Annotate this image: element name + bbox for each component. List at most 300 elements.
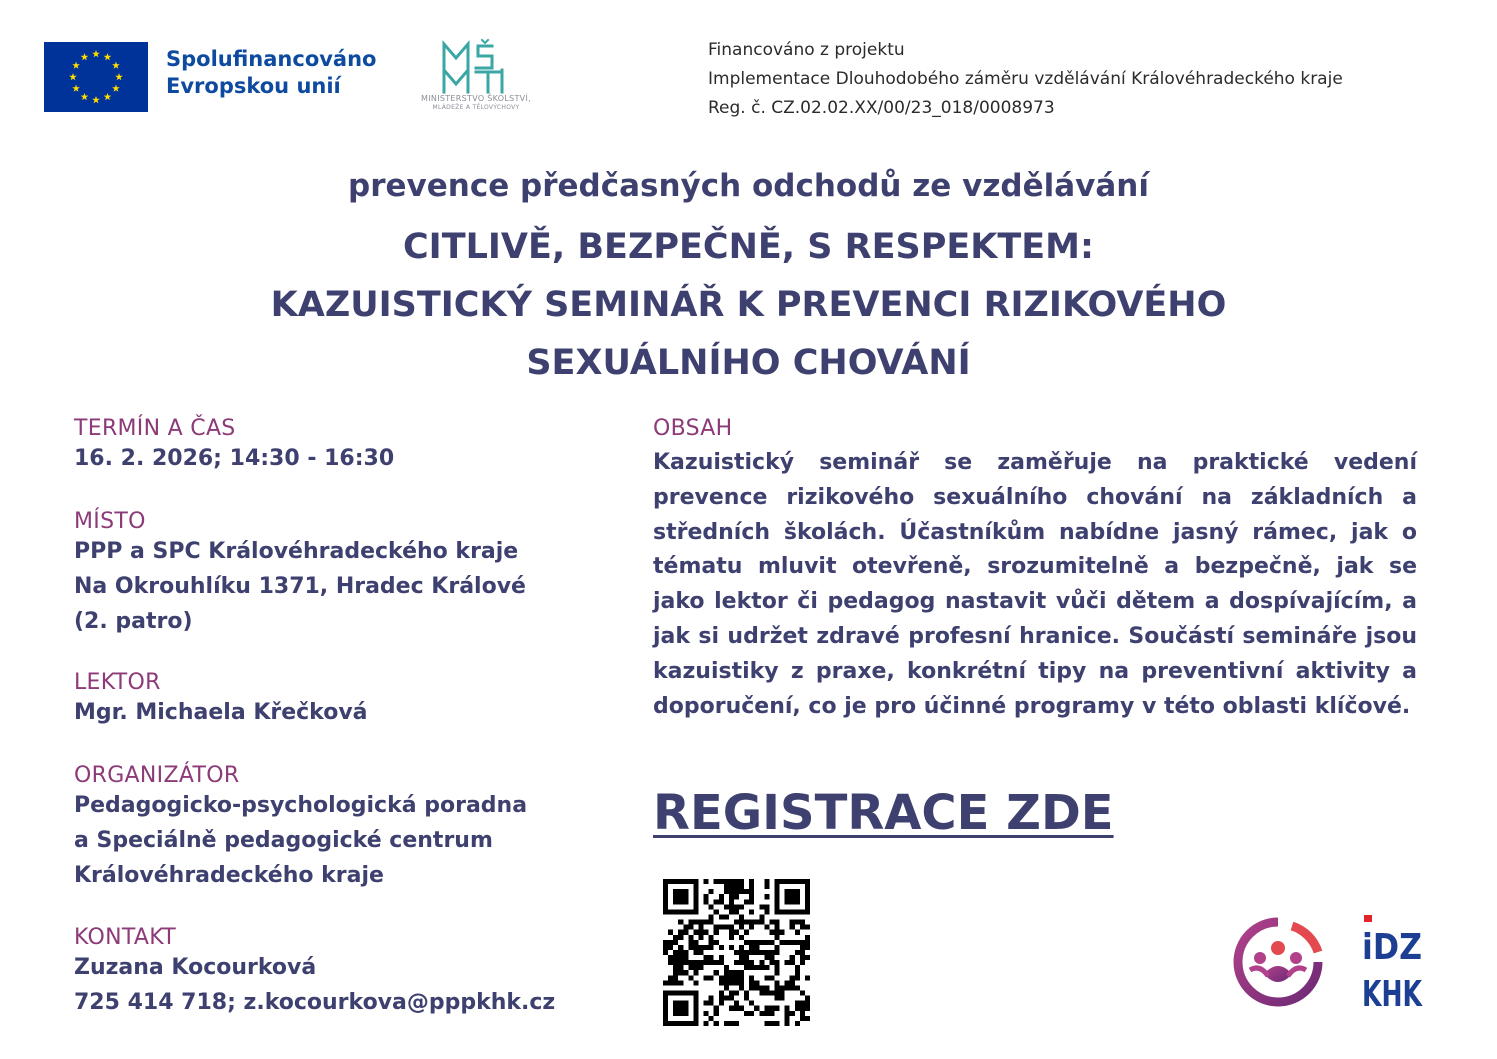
qr-module xyxy=(673,909,678,914)
qr-module xyxy=(734,930,739,935)
qr-module xyxy=(764,985,769,990)
qr-module xyxy=(724,970,729,975)
qr-module xyxy=(688,920,693,925)
qr-module xyxy=(704,1021,709,1026)
qr-module xyxy=(744,899,749,904)
qr-module xyxy=(663,996,668,1001)
qr-module xyxy=(729,1006,734,1011)
qr-module xyxy=(709,904,714,909)
qr-module xyxy=(780,930,785,935)
qr-module xyxy=(678,894,683,899)
organizer-line: Pedagogicko-psychologická poradna xyxy=(74,793,528,818)
section-label: TERMÍN A ČAS xyxy=(74,416,236,441)
qr-module xyxy=(805,899,810,904)
qr-module xyxy=(790,985,795,990)
place-line: PPP a SPC Královéhradeckého kraje xyxy=(74,539,519,564)
qr-code-icon[interactable] xyxy=(663,879,810,1026)
qr-module xyxy=(673,1006,678,1011)
qr-module xyxy=(678,930,683,935)
qr-module xyxy=(764,965,769,970)
qr-module xyxy=(673,950,678,955)
qr-module xyxy=(749,925,754,930)
qr-module xyxy=(800,1001,805,1006)
qr-module xyxy=(724,975,729,980)
qr-module xyxy=(800,991,805,996)
qr-module xyxy=(734,1021,739,1026)
qr-module xyxy=(785,940,790,945)
qr-module xyxy=(764,1011,769,1016)
qr-module xyxy=(693,960,698,965)
qr-module xyxy=(698,930,703,935)
qr-module xyxy=(734,950,739,955)
qr-module xyxy=(693,904,698,909)
qr-module xyxy=(785,960,790,965)
qr-module xyxy=(775,1021,780,1026)
qr-module xyxy=(749,909,754,914)
qr-module xyxy=(775,960,780,965)
idz-khk-logo-icon xyxy=(1362,912,1423,1015)
qr-module xyxy=(775,945,780,950)
qr-module xyxy=(759,991,764,996)
qr-module xyxy=(805,884,810,889)
qr-module xyxy=(739,889,744,894)
qr-module xyxy=(790,899,795,904)
qr-module xyxy=(764,955,769,960)
qr-module xyxy=(775,894,780,899)
qr-module xyxy=(790,940,795,945)
qr-module xyxy=(805,1001,810,1006)
qr-module xyxy=(734,920,739,925)
msmt-logo-icon xyxy=(438,40,518,96)
qr-module xyxy=(693,909,698,914)
qr-module xyxy=(739,955,744,960)
qr-module xyxy=(698,965,703,970)
qr-module xyxy=(678,1011,683,1016)
qr-module xyxy=(769,955,774,960)
qr-module xyxy=(744,960,749,965)
qr-module xyxy=(739,925,744,930)
qr-module xyxy=(775,996,780,1001)
qr-module xyxy=(734,904,739,909)
qr-module xyxy=(800,955,805,960)
idz-logo-line1: iDZ xyxy=(1362,927,1422,968)
qr-module xyxy=(749,945,754,950)
qr-module xyxy=(795,985,800,990)
qr-module xyxy=(729,904,734,909)
qr-module xyxy=(719,991,724,996)
section-termin xyxy=(74,416,394,476)
qr-module xyxy=(678,945,683,950)
qr-module xyxy=(729,925,734,930)
qr-module xyxy=(754,945,759,950)
contact-phone-email[interactable]: 725 414 718; z.kocourkova@pppkhk.cz xyxy=(74,990,556,1015)
qr-module xyxy=(704,960,709,965)
qr-module xyxy=(754,1006,759,1011)
qr-module xyxy=(683,991,688,996)
qr-module xyxy=(714,879,719,884)
qr-module xyxy=(800,1016,805,1021)
qr-module xyxy=(749,894,754,899)
qr-module xyxy=(800,925,805,930)
qr-module xyxy=(805,889,810,894)
qr-module xyxy=(729,884,734,889)
qr-module xyxy=(744,889,749,894)
qr-module xyxy=(749,879,754,884)
date-time-value: 16. 2. 2026; 14:30 - 16:30 xyxy=(74,446,395,471)
qr-module xyxy=(719,960,724,965)
qr-module xyxy=(709,955,714,960)
qr-module xyxy=(759,914,764,919)
qr-module xyxy=(663,945,668,950)
qr-module xyxy=(668,930,673,935)
place-line: Na Okrouhlíku 1371, Hradec Králové xyxy=(74,574,526,599)
qr-module xyxy=(749,960,754,965)
qr-module xyxy=(719,879,724,884)
qr-module xyxy=(688,965,693,970)
qr-module xyxy=(698,920,703,925)
qr-module xyxy=(673,940,678,945)
qr-module xyxy=(693,899,698,904)
qr-module xyxy=(709,920,714,925)
qr-module xyxy=(729,1021,734,1026)
qr-module xyxy=(668,980,673,985)
qr-module xyxy=(719,945,724,950)
qr-module xyxy=(719,1001,724,1006)
qr-module xyxy=(749,1011,754,1016)
qr-module xyxy=(678,965,683,970)
qr-module xyxy=(724,884,729,889)
qr-module xyxy=(739,945,744,950)
place-line: (2. patro) xyxy=(74,609,193,634)
qr-module xyxy=(744,1011,749,1016)
qr-module xyxy=(683,930,688,935)
qr-module xyxy=(739,1006,744,1011)
qr-module xyxy=(790,975,795,980)
qr-module xyxy=(693,1001,698,1006)
qr-module xyxy=(683,970,688,975)
qr-module xyxy=(775,925,780,930)
qr-module xyxy=(663,1001,668,1006)
qr-module xyxy=(800,1011,805,1016)
qr-module xyxy=(775,920,780,925)
qr-module xyxy=(693,950,698,955)
qr-module xyxy=(739,975,744,980)
qr-module xyxy=(775,930,780,935)
organizer-line: a Speciálně pedagogické centrum xyxy=(74,828,493,853)
qr-module xyxy=(749,920,754,925)
section-misto xyxy=(74,509,526,639)
qr-module xyxy=(663,1016,668,1021)
qr-module xyxy=(673,960,678,965)
qr-module xyxy=(775,970,780,975)
qr-module xyxy=(744,996,749,1001)
qr-module xyxy=(769,960,774,965)
qr-module xyxy=(729,975,734,980)
qr-module xyxy=(749,985,754,990)
qr-module xyxy=(739,879,744,884)
qr-module xyxy=(749,1001,754,1006)
qr-module xyxy=(795,940,800,945)
qr-module xyxy=(805,1016,810,1021)
qr-module xyxy=(683,909,688,914)
qr-module xyxy=(795,894,800,899)
qr-module xyxy=(759,940,764,945)
msmt-logo-caption xyxy=(400,94,552,112)
section-kontakt xyxy=(74,925,555,1020)
qr-module xyxy=(709,996,714,1001)
qr-module xyxy=(739,904,744,909)
qr-module xyxy=(678,980,683,985)
qr-module xyxy=(673,935,678,940)
financing-line: Implementace Dlouhodobého záměru vzdělávání Královéhradeckého kraje xyxy=(708,69,1343,89)
qr-module xyxy=(698,925,703,930)
section-organizator xyxy=(74,763,527,893)
qr-module xyxy=(744,930,749,935)
qr-module xyxy=(704,879,709,884)
qr-module xyxy=(790,955,795,960)
qr-module xyxy=(790,960,795,965)
qr-module xyxy=(673,894,678,899)
qr-module xyxy=(673,889,678,894)
qr-module xyxy=(668,991,673,996)
qr-module xyxy=(764,1021,769,1026)
qr-module xyxy=(668,909,673,914)
qr-module xyxy=(668,960,673,965)
qr-module xyxy=(759,904,764,909)
qr-module xyxy=(693,1006,698,1011)
qr-module xyxy=(704,920,709,925)
qr-module xyxy=(693,1011,698,1016)
qr-module xyxy=(759,1011,764,1016)
qr-module xyxy=(800,879,805,884)
qr-module xyxy=(800,909,805,914)
qr-module xyxy=(693,879,698,884)
qr-module xyxy=(739,985,744,990)
qr-module xyxy=(693,965,698,970)
qr-module xyxy=(805,909,810,914)
qr-module xyxy=(769,1006,774,1011)
qr-module xyxy=(668,879,673,884)
section-lektor xyxy=(74,670,368,730)
qr-module xyxy=(795,975,800,980)
qr-module xyxy=(678,889,683,894)
ppp-logo-icon xyxy=(1234,918,1322,1006)
qr-module xyxy=(678,1021,683,1026)
qr-module xyxy=(663,889,668,894)
qr-module xyxy=(719,955,724,960)
qr-module xyxy=(790,889,795,894)
qr-module xyxy=(678,955,683,960)
qr-module xyxy=(775,879,780,884)
qr-module xyxy=(709,940,714,945)
qr-module xyxy=(704,975,709,980)
qr-module xyxy=(673,1001,678,1006)
qr-module xyxy=(749,965,754,970)
lecturer-name: Mgr. Michaela Křečková xyxy=(74,700,368,725)
qr-module xyxy=(719,894,724,899)
qr-module xyxy=(764,1006,769,1011)
section-label: LEKTOR xyxy=(74,670,161,695)
qr-module xyxy=(719,980,724,985)
financing-info xyxy=(708,36,1343,123)
qr-module xyxy=(805,940,810,945)
section-label: KONTAKT xyxy=(74,925,177,950)
qr-module xyxy=(739,920,744,925)
qr-module xyxy=(729,996,734,1001)
qr-module xyxy=(734,1001,739,1006)
qr-module xyxy=(663,884,668,889)
qr-module xyxy=(769,1011,774,1016)
qr-module xyxy=(688,991,693,996)
qr-module xyxy=(688,960,693,965)
qr-module xyxy=(790,980,795,985)
qr-module xyxy=(663,991,668,996)
qr-module xyxy=(693,996,698,1001)
qr-module xyxy=(805,894,810,899)
qr-module xyxy=(775,884,780,889)
qr-module xyxy=(663,899,668,904)
qr-module xyxy=(719,925,724,930)
qr-module xyxy=(724,904,729,909)
qr-module xyxy=(754,965,759,970)
qr-module xyxy=(734,960,739,965)
qr-module xyxy=(724,985,729,990)
qr-module xyxy=(683,879,688,884)
qr-module xyxy=(764,909,769,914)
qr-module xyxy=(775,889,780,894)
qr-module xyxy=(673,980,678,985)
qr-module xyxy=(749,980,754,985)
financing-line: Financováno z projektu xyxy=(708,40,905,60)
qr-module xyxy=(769,991,774,996)
organizer-line: Královéhradeckého kraje xyxy=(74,863,384,888)
qr-module xyxy=(795,930,800,935)
qr-module xyxy=(724,1021,729,1026)
qr-module xyxy=(739,980,744,985)
qr-module xyxy=(709,975,714,980)
qr-module xyxy=(764,991,769,996)
qr-module xyxy=(683,950,688,955)
qr-module xyxy=(805,996,810,1001)
qr-module xyxy=(734,980,739,985)
qr-module xyxy=(688,975,693,980)
qr-module xyxy=(795,920,800,925)
qr-module xyxy=(698,950,703,955)
qr-module xyxy=(785,879,790,884)
qr-module xyxy=(805,1006,810,1011)
qr-module xyxy=(729,945,734,950)
qr-module xyxy=(764,879,769,884)
qr-module xyxy=(749,889,754,894)
qr-module xyxy=(795,950,800,955)
qr-module xyxy=(678,950,683,955)
qr-module xyxy=(729,889,734,894)
qr-module xyxy=(673,1011,678,1016)
section-label-obsah: OBSAH xyxy=(653,416,733,441)
contact-name: Zuzana Kocourková xyxy=(74,955,317,980)
qr-module xyxy=(673,955,678,960)
qr-module xyxy=(678,1001,683,1006)
qr-module xyxy=(709,1016,714,1021)
qr-module xyxy=(805,925,810,930)
qr-module xyxy=(795,970,800,975)
eu-logo-line1: Spolufinancováno xyxy=(166,47,377,71)
qr-module xyxy=(744,965,749,970)
qr-module xyxy=(673,899,678,904)
qr-module xyxy=(678,1006,683,1011)
qr-module xyxy=(704,945,709,950)
qr-module xyxy=(749,940,754,945)
qr-module xyxy=(759,985,764,990)
qr-module xyxy=(729,909,734,914)
qr-module xyxy=(668,940,673,945)
qr-module xyxy=(729,894,734,899)
qr-module xyxy=(673,970,678,975)
qr-module xyxy=(805,879,810,884)
qr-module xyxy=(724,889,729,894)
qr-module xyxy=(663,980,668,985)
eu-logo-line2: Evropskou unií xyxy=(166,74,341,98)
qr-module xyxy=(714,1011,719,1016)
qr-module xyxy=(714,925,719,930)
qr-module xyxy=(790,1011,795,1016)
qr-module xyxy=(744,940,749,945)
qr-module xyxy=(749,950,754,955)
qr-module xyxy=(775,950,780,955)
qr-module xyxy=(709,960,714,965)
qr-module xyxy=(683,960,688,965)
qr-module xyxy=(709,889,714,894)
qr-module xyxy=(668,1021,673,1026)
qr-module xyxy=(805,975,810,980)
qr-module xyxy=(724,914,729,919)
qr-module xyxy=(775,965,780,970)
qr-module xyxy=(678,909,683,914)
qr-module xyxy=(795,1006,800,1011)
qr-module xyxy=(785,985,790,990)
qr-module xyxy=(744,955,749,960)
qr-module xyxy=(678,920,683,925)
qr-module xyxy=(754,950,759,955)
qr-module xyxy=(759,960,764,965)
qr-module xyxy=(759,920,764,925)
qr-module xyxy=(734,975,739,980)
qr-module xyxy=(698,945,703,950)
qr-module xyxy=(800,950,805,955)
qr-module xyxy=(775,935,780,940)
msmt-caption-line2: MLÁDEŽE A TĚLOVÝCHOVY xyxy=(432,104,520,111)
qr-module xyxy=(739,935,744,940)
qr-module xyxy=(790,909,795,914)
qr-module xyxy=(704,1001,709,1006)
qr-module xyxy=(693,1021,698,1026)
qr-module xyxy=(719,914,724,919)
registration-link[interactable]: REGISTRACE ZDE xyxy=(653,785,1114,841)
qr-module xyxy=(683,925,688,930)
qr-module xyxy=(780,996,785,1001)
qr-module xyxy=(775,985,780,990)
qr-module xyxy=(785,889,790,894)
qr-module xyxy=(769,950,774,955)
qr-module xyxy=(683,1001,688,1006)
qr-module xyxy=(739,914,744,919)
qr-module xyxy=(775,909,780,914)
qr-module xyxy=(780,985,785,990)
qr-module xyxy=(693,970,698,975)
qr-module xyxy=(693,940,698,945)
eu-flag-icon xyxy=(44,42,148,112)
qr-module xyxy=(764,894,769,899)
